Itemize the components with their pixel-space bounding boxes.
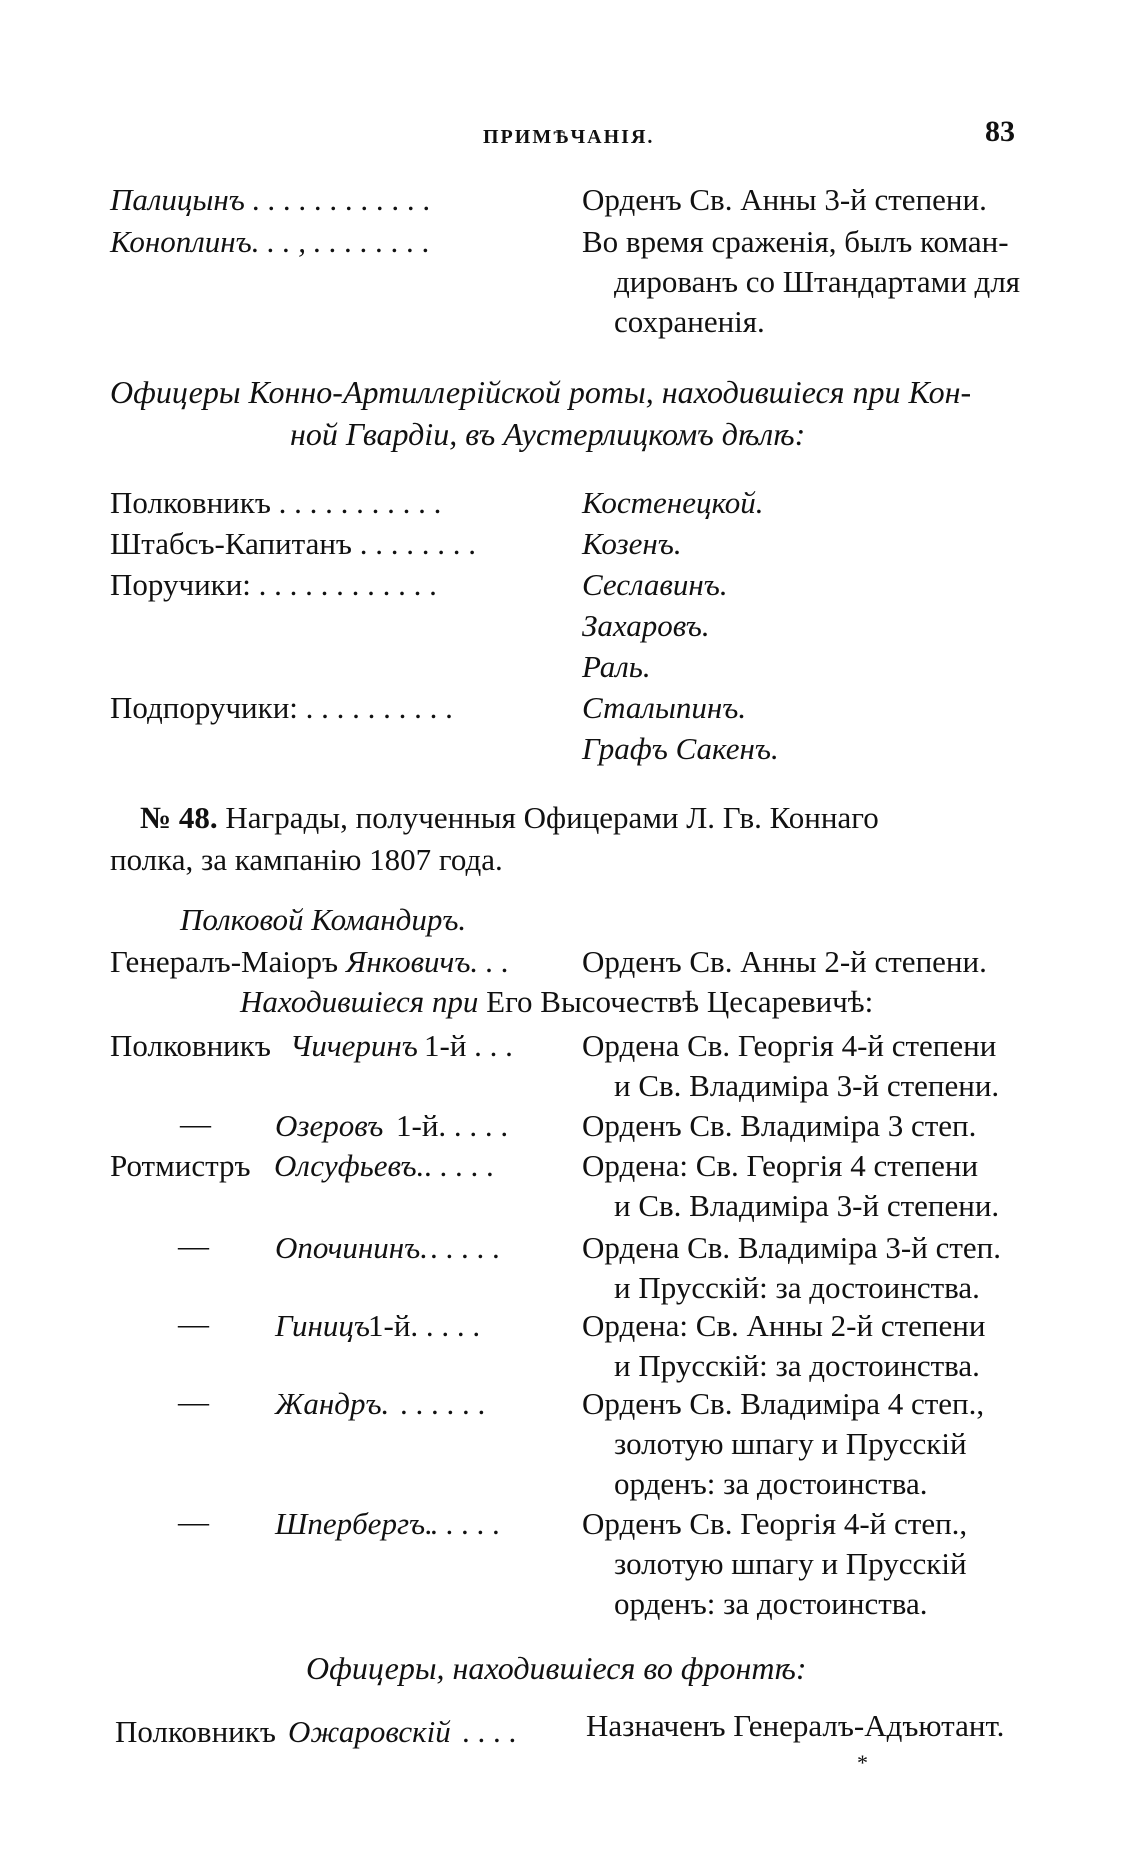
officer-suffix: 1-й. . . . .: [396, 1108, 509, 1143]
officer-name: Гиницъ: [275, 1308, 371, 1343]
ditto-dash: —: [178, 1228, 209, 1263]
officer-award-line: Ордена Св. Владиміра 3-й степ.: [582, 1230, 1001, 1265]
artillery-name: Козенъ.: [582, 526, 682, 561]
commander-award: Орденъ Св. Анны 2-й степени.: [582, 944, 987, 979]
entry-name-konoplin: Коноплинъ. . . , . . . . . . . .: [110, 224, 431, 259]
officer-suffix: . . . . .: [430, 1230, 500, 1265]
running-header: ПРИМѢЧАНІЯ.: [483, 126, 655, 148]
commander-name: Янковичъ. . .: [346, 944, 510, 979]
artillery-name: Захаровъ.: [582, 608, 710, 643]
artillery-rank: Подпоручики: . . . . . . . . . .: [110, 690, 453, 725]
officer-award-line: Ордена: Св. Анны 2-й степени: [582, 1308, 986, 1343]
front-rank: Полковникъ: [115, 1714, 276, 1749]
ditto-dash: —: [178, 1504, 209, 1539]
officer-award-line: и Св. Владиміра 3-й степени.: [614, 1068, 1000, 1103]
artillery-heading-line1: Офицеры Конно-Артиллерійской роты, находившіеся при Кон-: [110, 374, 972, 410]
officer-name: Жандръ.: [275, 1386, 390, 1421]
officer-name: Шпербергъ.: [275, 1506, 433, 1541]
officer-name: Опочининъ.: [275, 1230, 428, 1265]
officer-suffix: . . . . . .: [400, 1386, 486, 1421]
officer-award-line: Ордена: Св. Георгія 4 степени: [582, 1148, 979, 1183]
commander-rank: Генералъ-Маіоръ: [110, 944, 338, 979]
ditto-dash: —: [178, 1306, 209, 1341]
artillery-name: Костенецкой.: [582, 485, 764, 520]
artillery-heading-line2: ной Гвардіи, въ Аустерлицкомъ дѣлѣ:: [290, 416, 806, 452]
front-heading: Офицеры, находившіеся во фронтѣ:: [306, 1650, 807, 1686]
footnote-mark: *: [857, 1750, 868, 1775]
artillery-name: Сталыпинъ.: [582, 690, 747, 725]
front-award: Назначенъ Генералъ-Адъютант.: [586, 1708, 1005, 1743]
officer-name: Чичеринъ: [290, 1028, 418, 1063]
artillery-rank: Штабсъ-Капитанъ . . . . . . . .: [110, 526, 476, 561]
tsarevich-heading-italic: Находившіеся при: [240, 984, 479, 1019]
officer-award-line: Орденъ Св. Георгія 4-й степ.,: [582, 1506, 968, 1541]
tsarevich-heading-roman: Его Высочествѣ Цесаревичѣ:: [486, 984, 874, 1019]
section-48-title-line1: [140, 800, 879, 836]
page-number: 83: [985, 115, 1015, 148]
officer-suffix: . . . . .: [424, 1148, 494, 1183]
officer-award-line: золотую шпагу и Прусскій: [614, 1426, 967, 1461]
entry-award-konoplin-line1: Во время сраженія, былъ коман-: [582, 224, 1009, 259]
front-suffix: . . . .: [462, 1714, 517, 1749]
officer-award-line: и Прусскій: за достоинства.: [614, 1348, 980, 1383]
entry-award-konoplin-line2: дированъ со Штандартами для: [614, 264, 1021, 299]
officer-rank: Полковникъ: [110, 1028, 271, 1063]
artillery-rank: Поручики: . . . . . . . . . . . .: [110, 567, 437, 602]
officer-name: Озеровъ: [275, 1108, 384, 1143]
officer-suffix: . . . . .: [430, 1506, 500, 1541]
officer-suffix: 1-й. . . . .: [368, 1308, 481, 1343]
ditto-dash: —: [180, 1106, 211, 1141]
ditto-dash: —: [178, 1384, 209, 1419]
artillery-rank: Полковникъ . . . . . . . . . . .: [110, 485, 442, 520]
artillery-name: Сеславинъ.: [582, 567, 728, 602]
section-title: Награды, полученныя Офицерами Л. Гв. Коннаго: [225, 800, 879, 835]
officer-award-line: и Св. Владиміра 3-й степени.: [614, 1188, 1000, 1223]
entry-name-palitsyn: Палицынъ . . . . . . . . . . . .: [110, 182, 431, 217]
officer-award-line: Орденъ Св. Владиміра 3 степ.: [582, 1108, 977, 1143]
officer-award-line: орденъ: за достоинства.: [614, 1466, 928, 1501]
officer-award-line: и Прусскій: за достоинства.: [614, 1270, 980, 1305]
section-number: № 48.: [140, 800, 218, 835]
tsarevich-heading: [240, 982, 873, 1022]
front-name: Ожаровскій: [288, 1714, 451, 1749]
entry-award-konoplin-line3: сохраненія.: [614, 304, 765, 339]
officer-rank: Ротмистръ: [110, 1148, 251, 1183]
officer-award-line: Ордена Св. Георгія 4-й степени: [582, 1028, 997, 1063]
artillery-name: Раль.: [582, 649, 651, 684]
officer-suffix: 1-й . . .: [424, 1028, 513, 1063]
officer-award-line: золотую шпагу и Прусскій: [614, 1546, 967, 1581]
section-48-title-line2: полка, за кампанію 1807 года.: [110, 842, 503, 877]
commander-heading: Полковой Командиръ.: [180, 902, 467, 937]
officer-name: Олсуфьевъ.: [274, 1148, 425, 1183]
entry-award-palitsyn: Орденъ Св. Анны 3-й степени.: [582, 182, 987, 217]
officer-award-line: орденъ: за достоинства.: [614, 1586, 928, 1621]
artillery-name: Графъ Сакенъ.: [582, 731, 779, 766]
officer-award-line: Орденъ Св. Владиміра 4 степ.,: [582, 1386, 985, 1421]
